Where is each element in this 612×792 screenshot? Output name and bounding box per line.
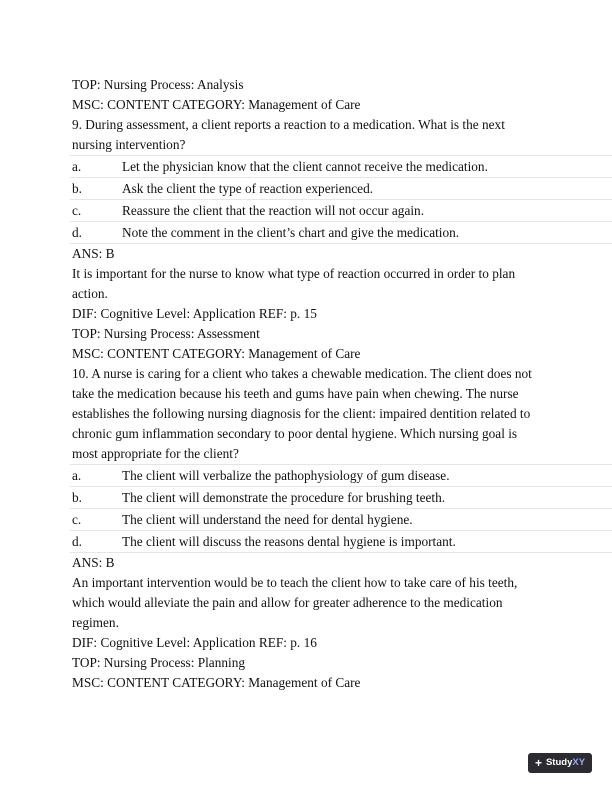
q10-option-b: [70, 487, 612, 509]
q9-rationale: It is important for the nurse to know what type of reaction occurred in order to plan action.: [72, 266, 516, 301]
plus-icon: +: [534, 756, 542, 770]
q10-stem: 10. A nurse is caring for a client who takes a chewable medication. The client does not take the medication because his teeth and gums have pain when chewing. The nurse establishes the following nursing diagnosis for the client: impaired dentition related to chronic gum inflammation secondary to poor dental hygiene. Which nursing goal is most appropriate for the client?: [72, 366, 532, 461]
q9-option-a: [70, 155, 612, 178]
q10-option-c: [70, 509, 612, 531]
q10-difficulty: DIF: Cognitive Level: Application REF: p. 16: [72, 635, 317, 650]
q9-stem: 9. During assessment, a client reports a reaction to a medication. What is the next nursing intervention?: [72, 117, 505, 152]
q10-options: [70, 464, 612, 553]
q9-option-d: [70, 222, 612, 244]
option-text: The client will discuss the reasons dental hygiene is important.: [122, 533, 456, 549]
document-body: [72, 75, 612, 693]
option-text: Ask the client the type of reaction experienced.: [122, 180, 374, 196]
option-text: The client will understand the need for dental hygiene.: [122, 511, 413, 527]
q9-category: MSC: CONTENT CATEGORY: Management of Care: [72, 346, 361, 361]
option-text: The client will demonstrate the procedure for brushing teeth.: [122, 489, 446, 505]
q9-topic: TOP: Nursing Process: Assessment: [72, 326, 260, 341]
q8-category: MSC: CONTENT CATEGORY: Management of Care: [72, 97, 361, 112]
q9-answer: ANS: B: [72, 246, 115, 261]
option-text: Reassure the client that the reaction will not occur again.: [122, 202, 425, 218]
q10-answer: ANS: B: [72, 555, 115, 570]
option-text: Let the physician know that the client cannot receive the medication.: [122, 158, 488, 174]
q10-topic: TOP: Nursing Process: Planning: [72, 655, 245, 670]
option-letter: a.: [72, 467, 82, 483]
studyxy-badge[interactable]: [528, 753, 592, 773]
option-text: Note the comment in the client’s chart and give the medication.: [122, 224, 460, 240]
q9-option-c: [70, 200, 612, 222]
option-letter: d.: [72, 224, 82, 240]
option-letter: a.: [72, 158, 82, 174]
badge-text-study: Study: [545, 757, 573, 769]
q9-options: [70, 155, 612, 244]
option-text: The client will verbalize the pathophysiology of gum disease.: [122, 467, 450, 483]
option-letter: c.: [72, 511, 82, 527]
option-letter: b.: [72, 180, 82, 196]
q10-rationale: An important intervention would be to teach the client how to take care of his teeth, which would alleviate the pain and allow for greater adherence to the medication regimen.: [72, 575, 518, 630]
option-letter: c.: [72, 202, 82, 218]
q9-option-b: [70, 178, 612, 200]
option-letter: d.: [72, 533, 82, 549]
q10-option-d: [70, 531, 612, 553]
q8-topic: TOP: Nursing Process: Analysis: [72, 77, 244, 92]
q10-category: MSC: CONTENT CATEGORY: Management of Care: [72, 675, 361, 690]
badge-label: [546, 758, 585, 768]
option-letter: b.: [72, 489, 82, 505]
q10-option-a: [70, 464, 612, 487]
q9-difficulty: DIF: Cognitive Level: Application REF: p. 15: [72, 306, 317, 321]
badge-text-xy: XY: [572, 757, 586, 769]
